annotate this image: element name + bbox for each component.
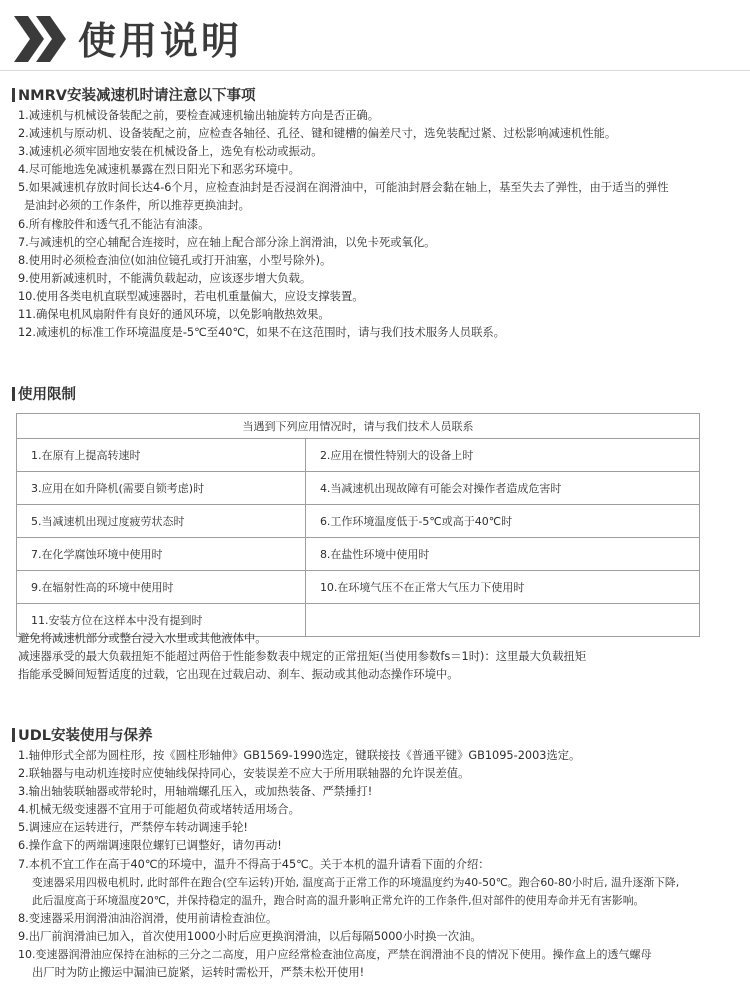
note-line: 避免将减速机部分或整台浸入水里或其他液体中。: [18, 632, 267, 645]
list-item: 8.变速器采用润滑油油浴润滑，使用前请检查油位。: [18, 911, 278, 925]
section-heading-text: NMRV安装减速机时请注意以下事项: [18, 88, 256, 104]
list-item: 5.如果减速机存放时间长达4-6个月，应检查油封是否浸润在润滑油中，可能油封唇会黏在轴上，基至失去了弹性，由于适当的弹性: [18, 181, 669, 195]
table-row: [17, 505, 700, 538]
page-header: [14, 8, 734, 68]
list-item: 6.所有橡胶件和透气孔不能沾有油漆。: [18, 217, 210, 231]
list-item: 10.使用各类电机直联型减速器时，若电机重量偏大，应设支撑装置。: [18, 289, 364, 303]
table-row: [17, 472, 700, 505]
section-heading-nmrv: [12, 84, 255, 105]
udl-notes-list: [18, 747, 743, 982]
list-item: 8.使用时必须检查油位(如油位镜孔或打开油塞，小型号除外)。: [18, 253, 332, 267]
list-item: 7.与减速机的空心辅配合连接时，应在轴上配合部分涂上润滑油，以免卡死或氧化。: [18, 235, 436, 249]
table-cell: 2.应用在惯性特别大的设备上时: [305, 439, 699, 472]
list-item: 1.减速机与机械设备装配之前，要检查减速机输出轴旋转方向是否正确。: [18, 109, 379, 122]
list-item: 1.轴伸形式全部为圆柱形，按《圆柱形轴伸》GB1569-1990选定，键联接技《普通平键》GB1095-2003选定。: [18, 749, 581, 762]
table-cell: 3.应用在如升降机(需要自锁考虑)时: [17, 472, 306, 505]
list-item: 3.输出轴装联轴器或带轮时，用轴端螺孔压入，或加热装备、严禁捶打!: [18, 785, 373, 799]
list-item: 9.使用新减速机时，不能满负载起动，应该逐步增大负载。: [18, 271, 312, 285]
list-item: 4.尽可能地选免减速机暴露在烈日阳光下和恶劣环境中。: [18, 163, 300, 177]
table-cell: 6.工作环境温度低于-5℃或高于40℃时: [305, 505, 699, 538]
list-item: 变速器采用四极电机时, 此时部件在跑合(空车运转)开始, 温度高于正常工作的环境温度约为40-50℃。跑合60-80小时后, 温升逐渐下降,: [32, 875, 680, 889]
section-heading-text: 使用限制: [18, 387, 76, 403]
table-cell: 4.当减速机出现故障有可能会对操作者造成危害时: [305, 472, 699, 505]
list-item: 2.联轴器与电动机连接时应使轴线保持同心，安装误差不应大于所用联轴器的允许误差值。: [18, 767, 470, 781]
list-item: 2.减速机与原动机、设备装配之前，应检查各轴径、孔径、键和键槽的偏差尺寸，选免装配过紧、过松影响减速机性能。: [18, 127, 617, 141]
section-heading-udl: [12, 724, 153, 745]
list-item: 11.确保电机风扇附件有良好的通风环境，以免影响散热效果。: [18, 308, 330, 322]
list-item: 此后温度高于环境温度20℃，并保持稳定的温升，跑合时高的温升影响正常允许的工作条件,但对部件的使用寿命并无有害影响。: [32, 893, 645, 907]
header-divider: [0, 70, 750, 71]
list-item: 7.本机不宜工作在高于40℃的环境中，温升不得高于45℃。关于本机的温升请看下面的介绍：: [18, 857, 490, 871]
table-row: [17, 538, 700, 571]
table-row: [17, 571, 700, 604]
section-marker: [12, 728, 15, 742]
section-marker: [12, 88, 15, 102]
limits-table: [16, 413, 700, 637]
nmrv-notes-list: [18, 107, 740, 342]
list-item: 4.机械无级变速器不宜用于可能超负荷或堵转适用场合。: [18, 803, 300, 817]
list-item: 是油封必须的工作条件，所以推荐更换油封。: [24, 199, 250, 213]
list-item: 3.减速机必须牢固地安装在机械设备上，选免有松动或振动。: [18, 145, 323, 159]
table-row: [17, 439, 700, 472]
table-cell: 5.当减速机出现过度疲劳状态时: [17, 505, 306, 538]
double-chevron-icon: [14, 16, 70, 62]
note-line: 指能承受瞬间短暂适度的过载，它出现在过载启动、刹车、振动或其他动态操作环境中。: [18, 668, 459, 681]
list-item: 5.调速应在运转进行，严禁停车转动调速手轮!: [18, 821, 248, 835]
section-heading-text: UDL安装使用与保养: [18, 728, 153, 744]
limits-notes: [18, 630, 738, 684]
table-cell: 8.在盐性环境中使用时: [305, 538, 699, 571]
page-title: 使用说明: [78, 19, 243, 63]
list-item: 12.减速机的标准工作环境温度是-5℃至40℃，如果不在这范围时，请与我们技术服务人员联系。: [18, 326, 505, 340]
table-header-row: [17, 414, 700, 439]
table-cell: 7.在化学腐蚀环境中使用时: [17, 538, 306, 571]
section-marker: [12, 387, 15, 401]
table-header: 当遇到下列应用情况时，请与我们技术人员联系: [17, 414, 700, 439]
note-line: 减速器承受的最大负载扭矩不能超过两倍于性能参数表中规定的正常扭矩(当使用参数fs＝1时)：这里最大负载扭矩: [18, 650, 587, 663]
table-cell: 10.在环境气压不在正常大气压力下使用时: [305, 571, 699, 604]
table-cell: 1.在原有上提高转速时: [17, 439, 306, 472]
table-cell: 11.安装方位在这样本中没有提到时: [17, 604, 306, 637]
section-heading-limits: [12, 383, 76, 404]
list-item: 6.操作盒下的两端调速限位螺钉已调整好，请勿再动!: [18, 839, 282, 853]
list-item: 出厂时为防止搬运中漏油已旋紧，运转时需松开，严禁未松开使用!: [32, 966, 365, 980]
list-item: 10.变速器润滑油应保持在油标的三分之二高度，用户应经常检查油位高度，严禁在润滑油不良的情况下使用。操作盒上的透气螺母: [18, 948, 652, 962]
table-cell: 9.在辐射性高的环境中使用时: [17, 571, 306, 604]
list-item: 9.出厂前润滑油已加入，首次使用1000小时后应更换润滑油，以后每隔5000小时换一次油。: [18, 929, 482, 943]
